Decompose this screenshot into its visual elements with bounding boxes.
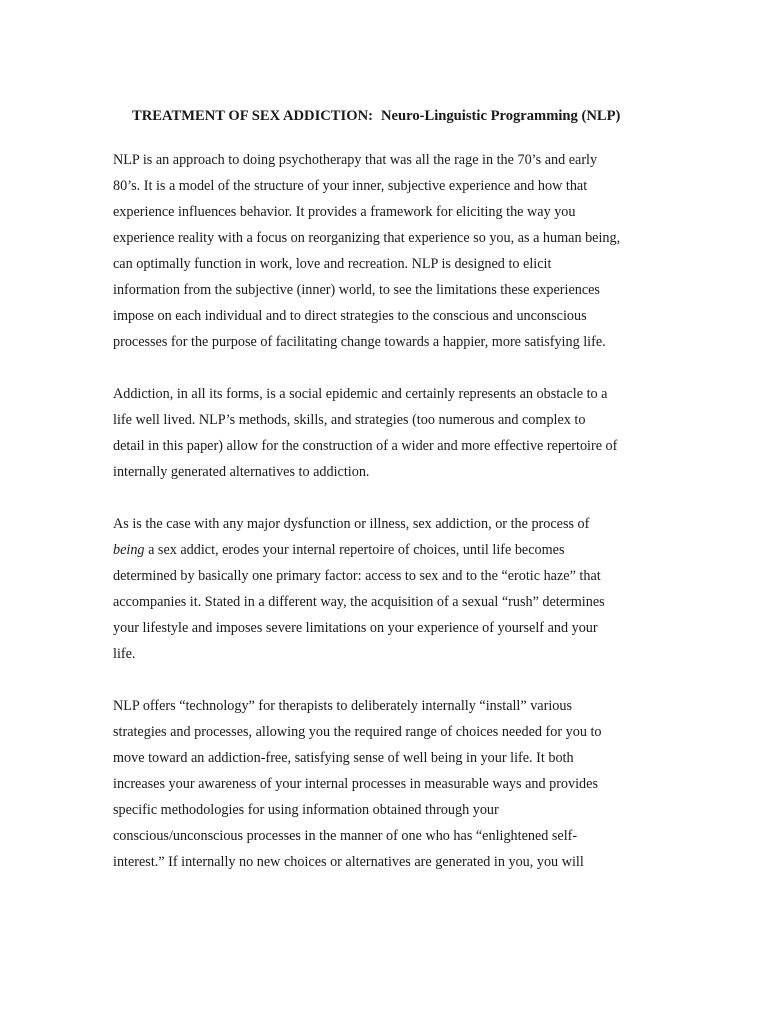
text-line: can optimally function in work, love and recreation. NLP is designed to elicit	[113, 256, 552, 272]
text-line: conscious/unconscious processes in the manner of one who has “enlightened self-	[113, 828, 578, 844]
text-line: your lifestyle and imposes severe limitations on your experience of yourself and your	[113, 620, 598, 636]
text-line: impose on each individual and to direct strategies to the conscious and unconscious	[113, 308, 587, 324]
paragraph-3	[113, 511, 653, 667]
text-line: strategies and processes, allowing you the required range of choices needed for you to	[113, 724, 602, 740]
text-line: move toward an addiction-free, satisfying sense of well being in your life. It both	[113, 750, 574, 766]
text-line: internally generated alternatives to addiction.	[113, 464, 370, 480]
paragraph-1	[113, 147, 653, 355]
text-line-rest: a sex addict, erodes your internal repertoire of choices, until life becomes	[144, 542, 565, 558]
text-line: accompanies it. Stated in a different way, the acquisition of a sexual “rush” determines	[113, 594, 605, 610]
title-main: TREATMENT OF SEX ADDICTION:	[132, 108, 373, 124]
text-line: processes for the purpose of facilitating change towards a happier, more satisfying life.	[113, 334, 606, 350]
text-line: interest.” If internally no new choices or alternatives are generated in you, you will	[113, 854, 584, 870]
text-line: NLP is an approach to doing psychotherapy that was all the rage in the 70’s and early	[113, 152, 598, 168]
text-line: NLP offers “technology” for therapists to deliberately internally “install” various	[113, 698, 572, 714]
text-line: specific methodologies for using information obtained through your	[113, 802, 499, 818]
document-title	[132, 106, 692, 126]
paragraph-4	[113, 693, 653, 875]
text-line: experience influences behavior. It provides a framework for eliciting the way you	[113, 204, 576, 220]
text-line: life well lived. NLP’s methods, skills, and strategies (too numerous and complex to	[113, 412, 586, 428]
text-line: Addiction, in all its forms, is a social epidemic and certainly represents an obstacle to a	[113, 386, 608, 402]
text-line: information from the subjective (inner) world, to see the limitations these experiences	[113, 282, 600, 298]
text-line: determined by basically one primary factor: access to sex and to the “erotic haze” that	[113, 568, 601, 584]
text-line: increases your awareness of your internal processes in measurable ways and provides	[113, 776, 598, 792]
paragraph-2	[113, 381, 653, 485]
text-line: experience reality with a focus on reorganizing that experience so you, as a human being,	[113, 230, 621, 246]
text-line: 80’s. It is a model of the structure of your inner, subjective experience and how that	[113, 178, 588, 194]
emphasized-word: being	[113, 542, 145, 558]
text-line: detail in this paper) allow for the construction of a wider and more effective repertoire of	[113, 438, 618, 454]
text-line: life.	[113, 646, 136, 662]
title-subtitle: Neuro-Linguistic Programming (NLP)	[380, 108, 621, 124]
document-body	[113, 147, 653, 901]
text-line	[113, 537, 653, 563]
text-line: As is the case with any major dysfunction or illness, sex addiction, or the process of	[113, 516, 590, 532]
